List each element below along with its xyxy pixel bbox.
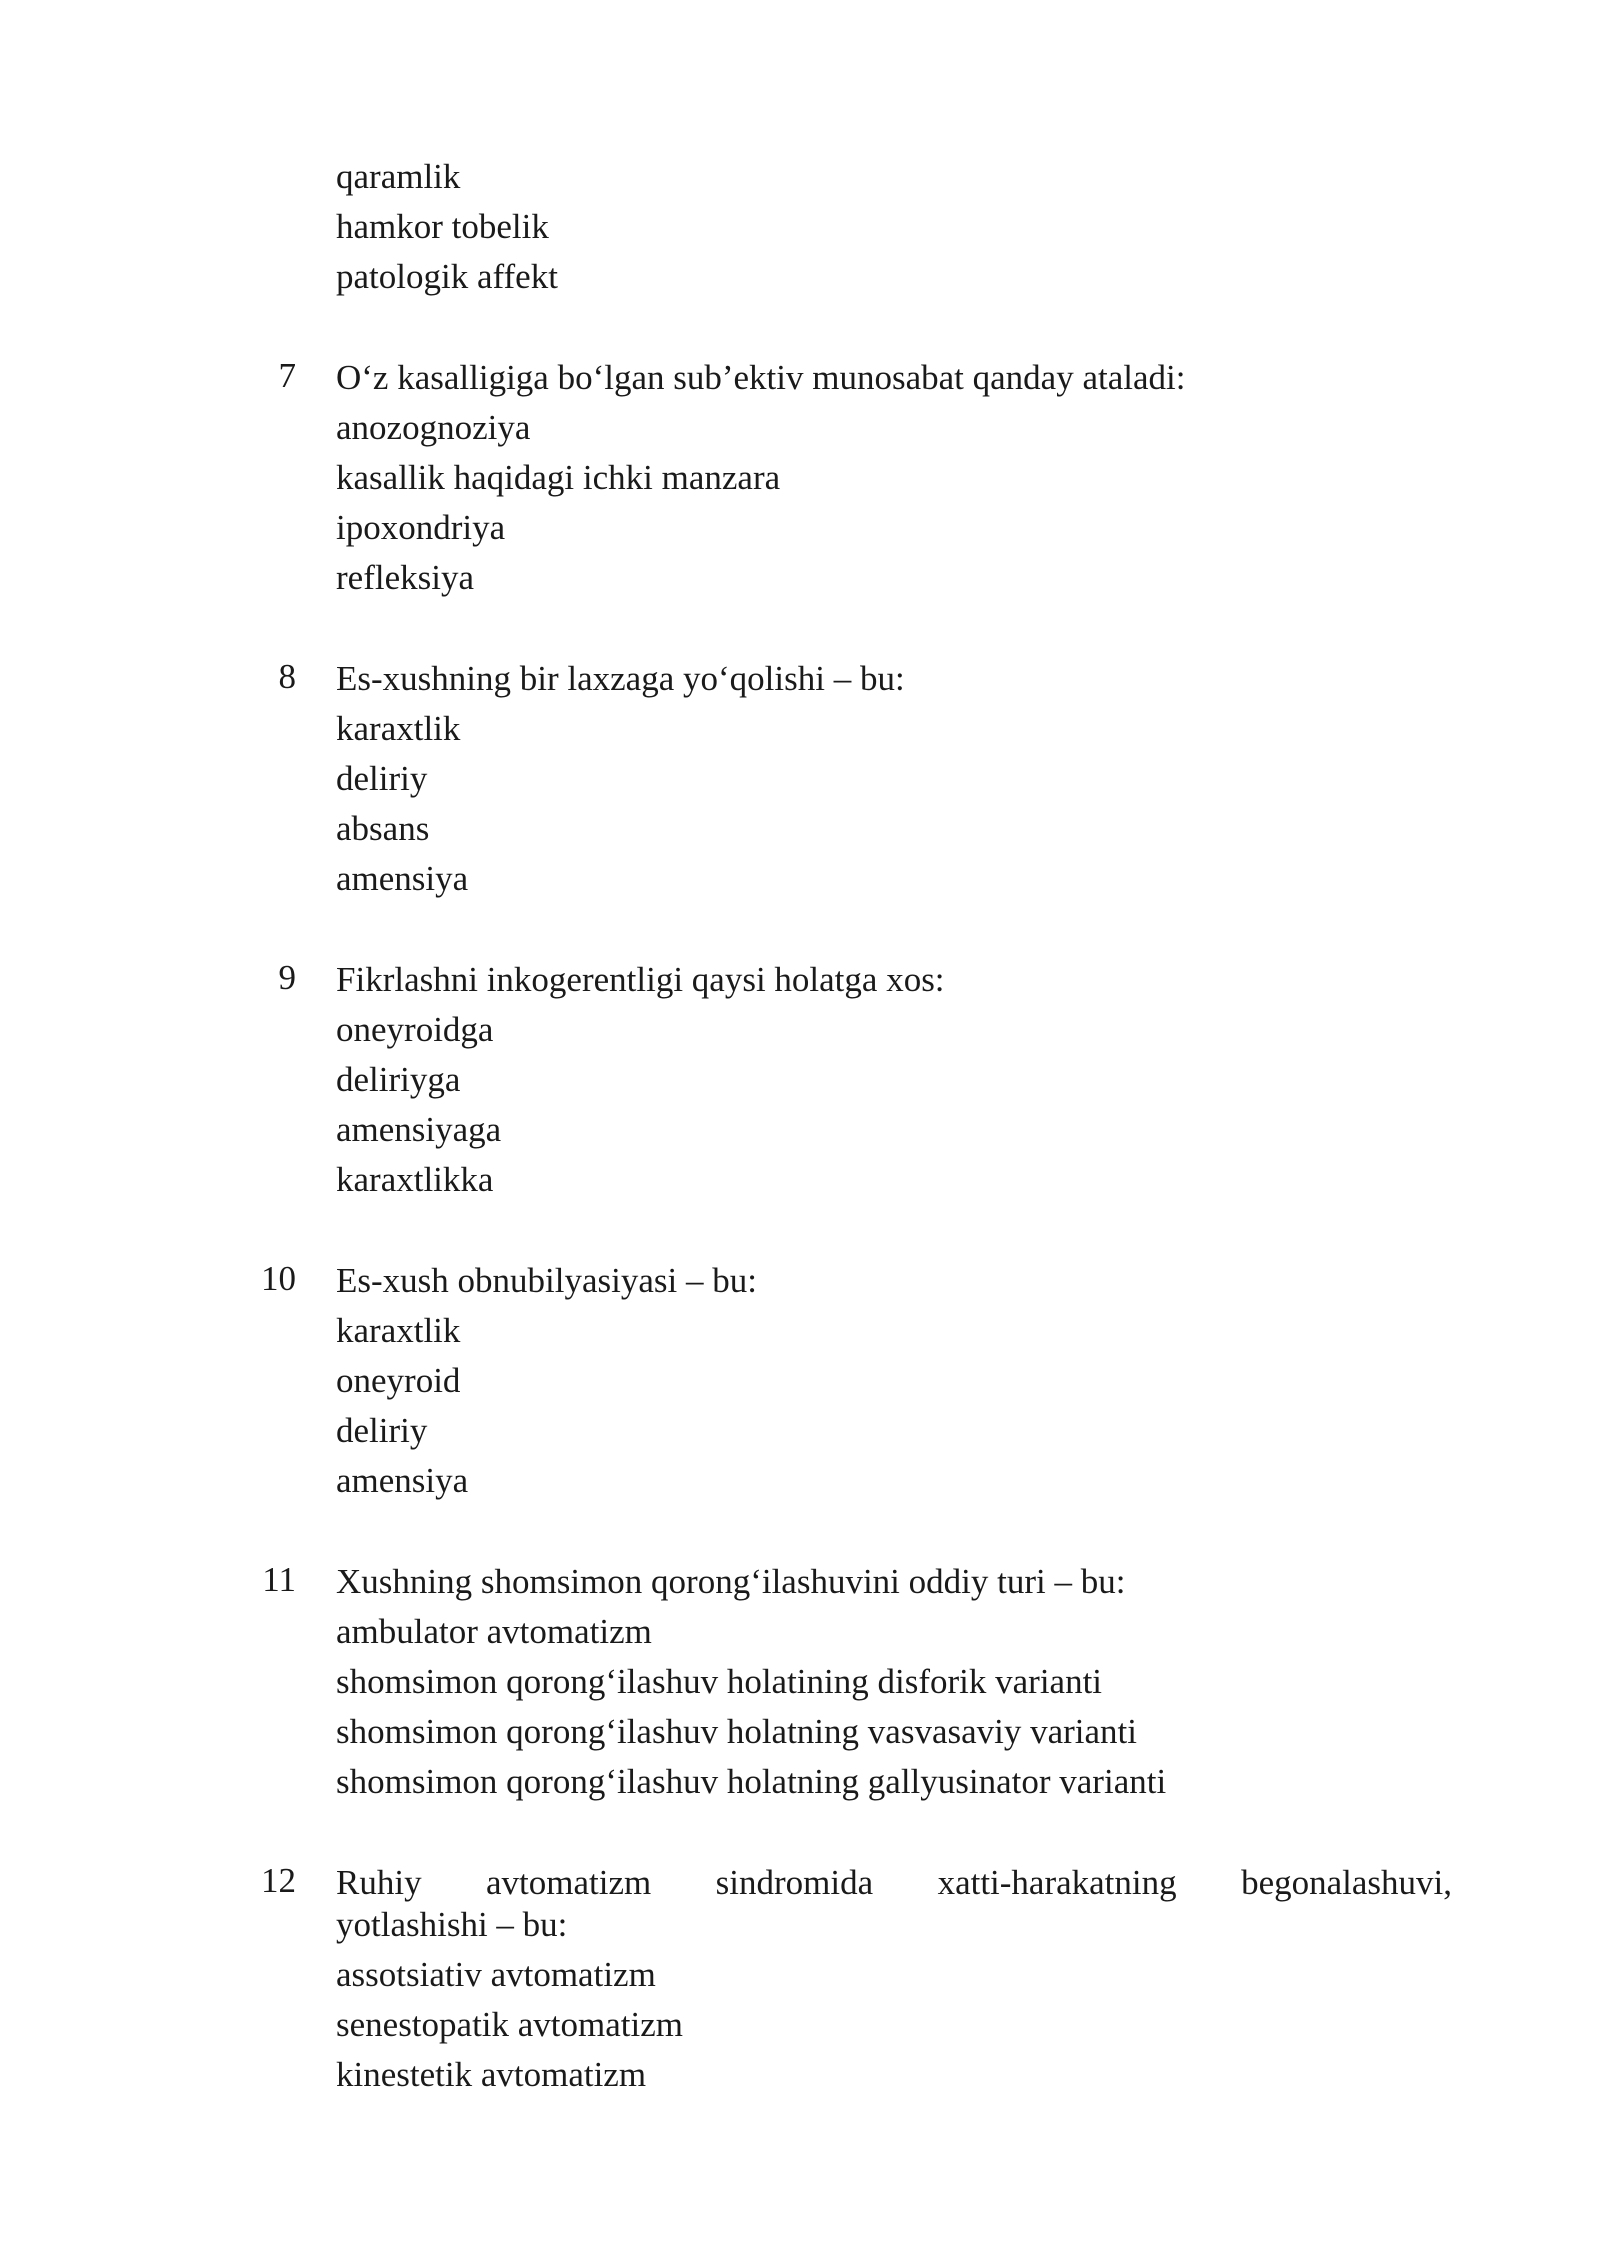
- option-text: hamkor tobelik: [336, 207, 549, 246]
- option-text: amensiya: [336, 1461, 469, 1500]
- option-text: kasallik haqidagi ichki manzara: [336, 458, 781, 497]
- question-number: 9: [278, 958, 296, 997]
- question-word: avtomatizm: [486, 1863, 652, 1902]
- question-text: Es-xushning bir laxzaga yo‘qolishi – bu:: [336, 659, 905, 698]
- option-text: absans: [336, 809, 430, 848]
- question-text: Fikrlashni inkogerentligi qaysi holatga xos:: [336, 960, 945, 999]
- option-text: refleksiya: [336, 558, 474, 597]
- option-text: kinestetik avtomatizm: [336, 2055, 647, 2094]
- question-number: 12: [261, 1861, 296, 1900]
- option-text: ipoxondriya: [336, 508, 506, 547]
- question-number: 10: [261, 1259, 296, 1298]
- option-text: amensiya: [336, 859, 469, 898]
- option-text: shomsimon qorong‘ilashuv holatning vasvasaviy varianti: [336, 1712, 1138, 1751]
- question-text: Es-xush obnubilyasiyasi – bu:: [336, 1261, 757, 1300]
- question-word: begonalashuvi,: [1241, 1863, 1452, 1902]
- option-text: karaxtlik: [336, 709, 461, 748]
- option-text: shomsimon qorong‘ilashuv holatning gallyusinator varianti: [336, 1762, 1167, 1801]
- option-text: amensiyaga: [336, 1110, 502, 1149]
- question-text: Xushning shomsimon qorong‘ilashuvini oddiy turi – bu:: [336, 1562, 1126, 1601]
- option-text: oneyroid: [336, 1361, 461, 1400]
- question-text-continued: yotlashishi – bu:: [336, 1905, 568, 1944]
- option-text: senestopatik avtomatizm: [336, 2005, 683, 2044]
- option-text: ambulator avtomatizm: [336, 1612, 652, 1651]
- option-text: karaxtlik: [336, 1311, 461, 1350]
- option-text: deliriy: [336, 759, 428, 798]
- question-word: Ruhiy: [336, 1863, 422, 1902]
- option-text: patologik affekt: [336, 257, 558, 296]
- option-text: assotsiativ avtomatizm: [336, 1955, 656, 1994]
- option-text: qaramlik: [336, 157, 461, 196]
- option-text: anozognoziya: [336, 408, 531, 447]
- question-word: xatti-harakatning: [937, 1863, 1177, 1902]
- option-text: deliriyga: [336, 1060, 461, 1099]
- option-text: shomsimon qorong‘ilashuv holatining disforik varianti: [336, 1662, 1103, 1701]
- question-number: 8: [278, 657, 296, 696]
- question-number: 11: [262, 1560, 296, 1599]
- option-text: karaxtlikka: [336, 1160, 494, 1199]
- question-word: sindromida: [715, 1863, 874, 1902]
- question-number: 7: [278, 356, 296, 395]
- option-text: deliriy: [336, 1411, 428, 1450]
- question-text: O‘z kasalligiga bo‘lgan sub’ektiv munosabat qanday ataladi:: [336, 358, 1186, 397]
- option-text: oneyroidga: [336, 1010, 494, 1049]
